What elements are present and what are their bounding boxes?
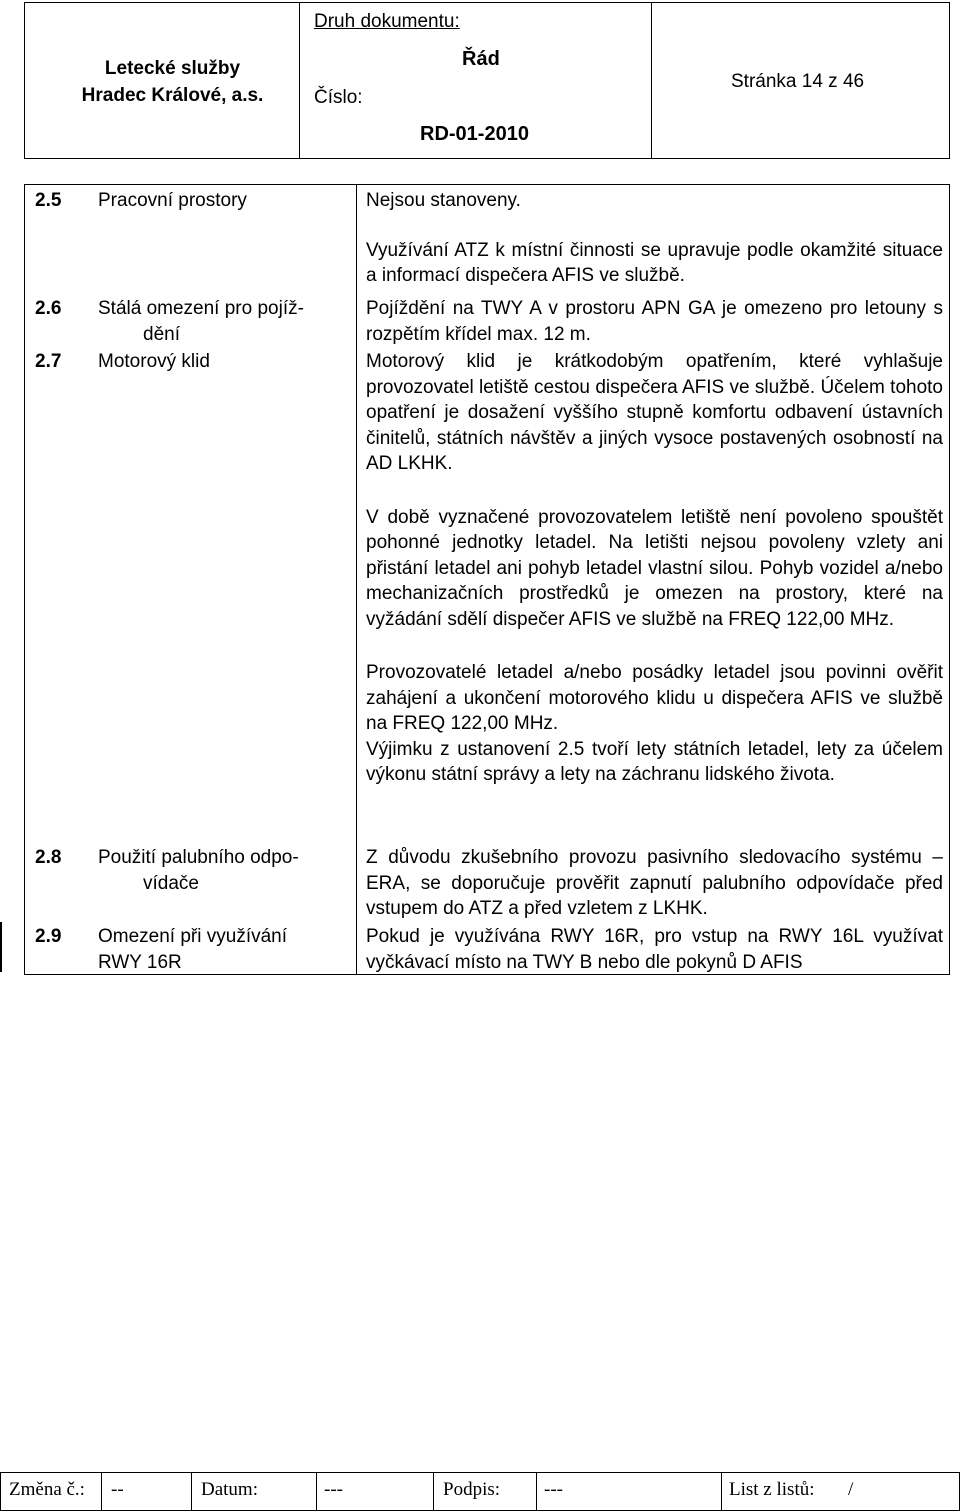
section-number: 2.9 <box>35 926 62 947</box>
sheet-list-value: / <box>848 1479 854 1500</box>
title-line: Použití palubního odpo- <box>98 847 299 868</box>
title-line: RWY 16R <box>98 951 182 973</box>
footer-divider <box>536 1473 537 1510</box>
paragraph: V době vyznačené provozovatelem letiště není povoleno spouštět pohonné jednotky letadel. Na letišti nejsou povoleny vzlety ani přistání letadel ani pohyb letadel vlastní silou. Pohyb vozidel a/nebo mechanizačních prostředků je omezen na prostory, které na vyžádání sdělí dispečer AFIS ve službě na FREQ 122,00 MHz. <box>366 506 943 630</box>
paragraph: Pokud je využívána RWY 16R, pro vstup na RWY 16L využívat vyčkávací místo na TWY B nebo dle pokynů D AFIS <box>366 926 943 973</box>
doc-number-label: Číslo: <box>314 87 363 108</box>
title-line: dění <box>143 323 180 345</box>
doc-type-label: Druh dokumentu: <box>314 11 460 32</box>
signature-value: --- <box>544 1479 563 1500</box>
column-divider <box>356 185 357 974</box>
change-bar <box>0 922 2 972</box>
paragraph: Provozovatelé letadel a/nebo posádky letadel jsou povinni ověřit zahájení a ukončení motorového klidu u dispečera AFIS ve službě na FREQ 122,00 MHz. <box>366 662 943 734</box>
organization-name <box>25 55 320 109</box>
section-number: 2.8 <box>35 847 62 868</box>
footer-divider <box>101 1473 102 1510</box>
footer-divider <box>433 1473 434 1510</box>
section-text <box>366 924 943 975</box>
section-number: 2.7 <box>35 351 62 372</box>
footer-divider <box>316 1473 317 1510</box>
section-text <box>366 188 943 289</box>
title-line: vídače <box>143 872 199 894</box>
section-title <box>98 924 348 975</box>
page-info: Stránka 14 z 46 <box>731 71 865 92</box>
section-title: Motorový klid <box>98 351 210 372</box>
footer-divider <box>721 1473 722 1510</box>
spacer <box>366 477 943 505</box>
section-text <box>366 349 943 788</box>
title-line: Omezení při využívání <box>98 926 288 947</box>
content-table <box>24 184 950 975</box>
paragraph: Nejsou stanoveny. <box>366 190 521 211</box>
title-line: Stálá omezení pro pojíž- <box>98 298 304 319</box>
footer-divider <box>191 1473 192 1510</box>
date-label: Datum: <box>201 1479 258 1500</box>
sheet-list-label: List z listů: <box>729 1479 815 1500</box>
section-number: 2.6 <box>35 298 62 319</box>
doc-number: RD-01-2010 <box>420 123 529 145</box>
section-title <box>98 296 348 347</box>
paragraph: Motorový klid je krátkodobým opatřením, které vyhlašuje provozovatel letiště cestou dispečera AFIS ve službě. Účelem tohoto opatření je dosažení vyššího stupně komfortu odbavení ústavních činitelů, státních návštěv a jiných vysoce postavených osobností na AD LKHK. <box>366 351 943 474</box>
section-title: Pracovní prostory <box>98 190 247 211</box>
section-text <box>366 296 943 347</box>
section-text <box>366 845 943 922</box>
paragraph: Pojíždění na TWY A v prostoru APN GA je omezeno pro letouny s rozpětím křídel max. 12 m. <box>366 298 943 345</box>
paragraph: Z důvodu zkušebního provozu pasivního sledovacího systému – ERA, se doporučuje prověřit zapnutí palubního odpovídače před vstupem do ATZ a před vzletem z LKHK. <box>366 847 943 919</box>
org-line-1: Letecké služby <box>104 58 241 79</box>
change-value: -- <box>111 1479 124 1500</box>
change-label: Změna č.: <box>9 1479 85 1500</box>
doc-type-value: Řád <box>462 48 500 70</box>
document-footer <box>0 1472 960 1511</box>
spacer <box>366 632 943 660</box>
signature-label: Podpis: <box>443 1479 501 1500</box>
document-header <box>24 2 950 159</box>
paragraph: Využívání ATZ k místní činnosti se upravuje podle okamžité situace a informací dispečera AFIS ve službě. <box>366 239 943 286</box>
section-number: 2.5 <box>35 190 62 211</box>
date-value: --- <box>324 1479 343 1500</box>
header-divider <box>651 3 652 158</box>
section-title <box>98 845 348 896</box>
paragraph: Výjimku z ustanovení 2.5 tvoří lety státních letadel, lety za účelem výkonu státní správy a lety na záchranu lidského života. <box>366 738 943 785</box>
org-line-2: Hradec Králové, a.s. <box>81 85 264 106</box>
